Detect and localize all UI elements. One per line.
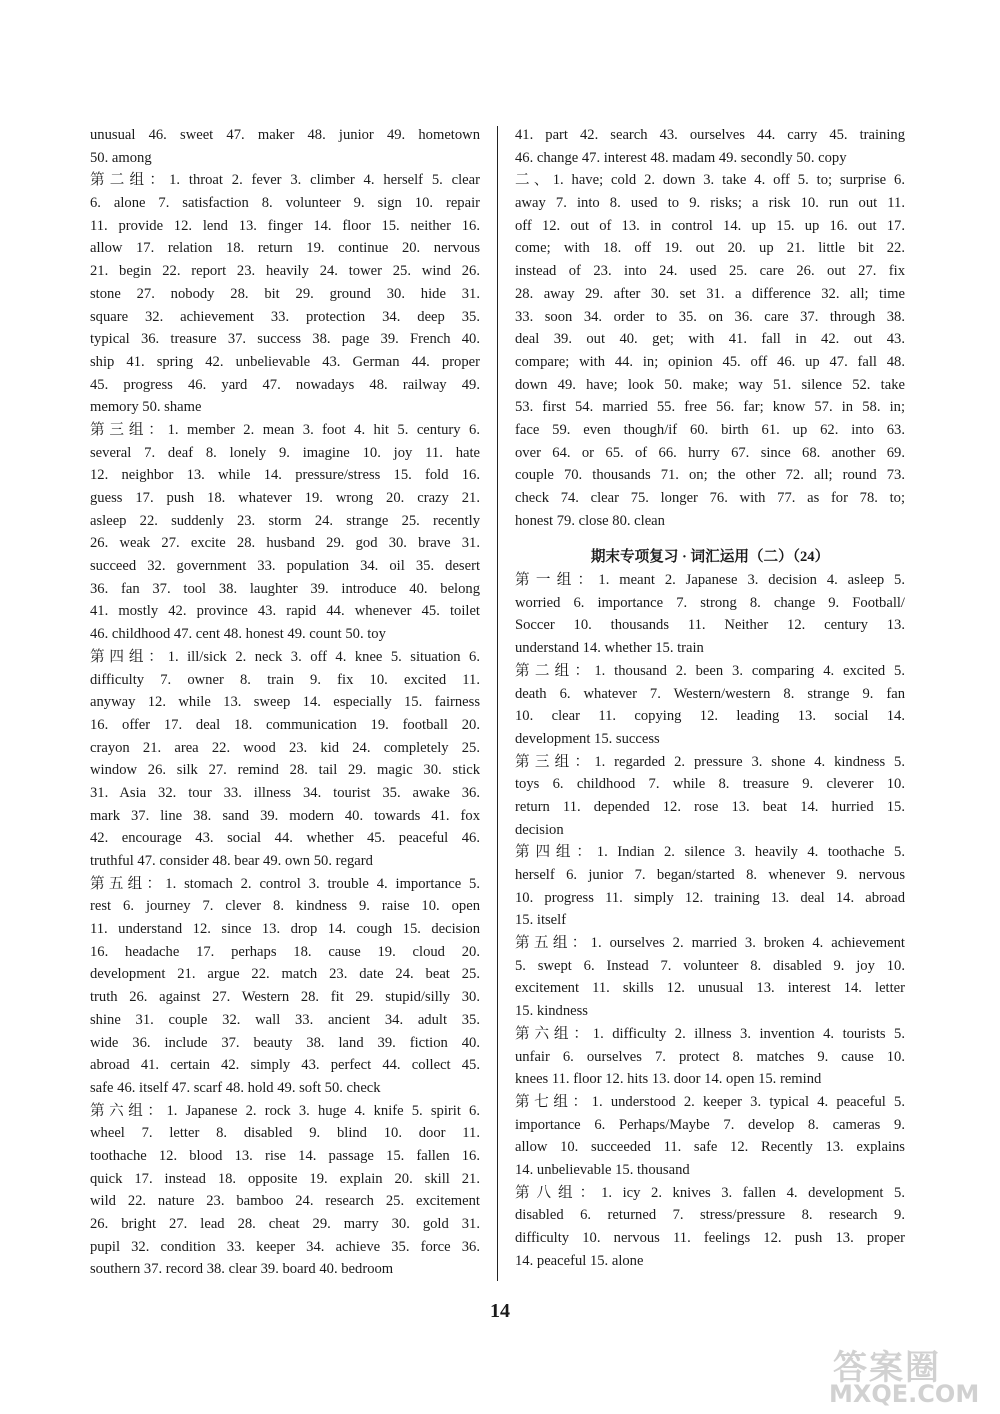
answer-line: instead of 23. into 24. used 25. care 26. out 27. fix — [515, 263, 905, 280]
right-column-bottom-answers — [515, 569, 905, 1272]
answer-line: 第二组：1. thousand 2. been 3. comparing 4. excited 5. — [515, 662, 905, 679]
answer-line: death 6. whatever 7. Western/western 8. strange 9. fan — [515, 685, 905, 702]
answer-line: stone 27. nobody 28. bit 29. ground 30. hide 31. — [90, 285, 480, 302]
answer-line: 46. change 47. interest 48. madam 49. secondly 50. copy — [515, 149, 847, 166]
answer-line: mark 37. line 38. sand 39. modern 40. towards 41. fox — [90, 807, 480, 824]
answer-line: unfair 6. ourselves 7. protect 8. matches 9. cause 10. — [515, 1048, 905, 1065]
answer-line: safe 46. itself 47. scarf 48. hold 49. soft 50. check — [90, 1079, 381, 1096]
answer-line: Soccer 10. thousands 11. Neither 12. century 13. — [515, 617, 905, 634]
answer-line: 26. bright 27. lead 28. cheat 29. marry 30. gold 31. — [90, 1216, 480, 1232]
answer-line: 15. itself — [515, 912, 567, 929]
answer-line: knees 11. floor 12. hits 13. door 14. open 15. remind — [515, 1071, 822, 1088]
answer-line: 41. mostly 42. province 43. rapid 44. whenever 45. toilet — [90, 603, 480, 620]
answer-line: ship 41. spring 42. unbelievable 43. German 44. proper — [90, 353, 480, 370]
answer-line: 第三组：1. member 2. mean 3. foot 4. hit 5. century 6. — [90, 421, 480, 438]
answer-line: 11. provide 12. lend 13. finger 14. floor 15. neither 16. — [90, 217, 480, 234]
answer-line: rest 6. journey 7. clever 8. kindness 9. raise 10. open — [90, 898, 480, 915]
answer-line: worried 6. importance 7. strong 8. change 9. Football/ — [515, 594, 905, 611]
answer-line: 16. headache 17. perhaps 18. cause 19. cloud 20. — [90, 943, 480, 960]
answer-line: shine 31. couple 32. wall 33. ancient 34. adult 35. — [90, 1011, 480, 1028]
section-title: 期末专项复习 · 词汇运用（二）（24） — [590, 549, 830, 566]
answer-line: 第四组：1. Indian 2. silence 3. heavily 4. toothache 5. — [515, 844, 905, 861]
answer-line: excitement 11. skills 12. unusual 13. interest 14. letter — [515, 980, 905, 997]
answer-line: succeed 32. government 33. population 34. oil 35. desert — [90, 558, 480, 575]
answer-line: square 32. achievement 33. protection 34. deep 35. — [90, 308, 480, 325]
answer-line: 50. among — [90, 149, 152, 166]
answer-line: truthful 47. consider 48. bear 49. own 50. regard — [90, 853, 373, 869]
answer-line: window 26. silk 27. remind 28. tail 29. magic 30. stick — [90, 762, 480, 779]
answer-line: 16. offer 17. deal 18. communication 19. football 20. — [90, 716, 480, 733]
answer-line: 第三组：1. regarded 2. pressure 3. shone 4. kindness 5. — [515, 753, 905, 770]
answer-line: 21. begin 22. report 23. heavily 24. tower 25. wind 26. — [90, 263, 480, 280]
answer-line: 5. swept 6. Instead 7. volunteer 8. disabled 9. joy 10. — [515, 957, 905, 974]
answer-line: deal 39. out 40. get; with 41. fall in 42. out 43. — [515, 331, 905, 348]
watermark-bottom-text: MXQE.COM — [829, 1380, 980, 1408]
answer-line: decision — [515, 821, 564, 838]
answer-line: 14. peaceful 15. alone — [515, 1252, 644, 1269]
answer-line: 第五组：1. stomach 2. control 3. trouble 4. importance 5. — [90, 875, 480, 892]
answer-line: face 59. even though/if 60. birth 61. up 62. into 63. — [515, 421, 905, 438]
right-column — [515, 124, 905, 1272]
answer-line: allow 17. relation 18. return 19. continue 20. nervous — [90, 240, 480, 257]
answer-line: come; with 18. off 19. out 20. up 21. little bit 22. — [515, 240, 905, 257]
answer-line: 28. away 29. after 30. set 31. a difference 32. all; time — [515, 285, 905, 302]
watermark-top-text: 答案圈 — [833, 1348, 941, 1388]
answer-line: truth 26. against 27. Western 28. fit 29. stupid/silly 30. — [90, 989, 480, 1006]
answer-line: 第五组：1. ourselves 2. married 3. broken 4. achievement — [515, 935, 905, 952]
answer-line: down 49. have; look 50. make; way 51. silence 52. take — [515, 376, 905, 393]
answer-line: 第六组：1. difficulty 2. illness 3. invention 4. tourists 5. — [515, 1025, 905, 1042]
answer-line: check 74. clear 75. longer 76. with 77. as for 78. to; — [515, 490, 905, 506]
answer-line: 41. part 42. search 43. ourselves 44. carry 45. training — [515, 127, 905, 143]
page-number: 14 — [490, 1300, 510, 1322]
answer-line: development 15. success — [515, 730, 660, 747]
answer-line: quick 17. instead 18. opposite 19. explain 20. skill 21. — [90, 1170, 480, 1187]
watermark-logo — [819, 1340, 994, 1410]
column-divider — [497, 126, 498, 1281]
answer-line: herself 6. junior 7. began/started 8. whenever 9. nervous — [515, 867, 905, 883]
answer-line: toothache 12. blood 13. rise 14. passage 15. fallen 16. — [90, 1147, 480, 1164]
answer-line: wild 22. nature 23. bamboo 24. research 25. excitement — [90, 1193, 480, 1210]
answer-line: honest 79. close 80. clean — [515, 512, 665, 529]
answer-line: disabled 6. returned 7. stress/pressure 8. research 9. — [515, 1207, 905, 1224]
answer-line: compare; with 44. in; opinion 45. off 46. up 47. fall 48. — [515, 353, 905, 370]
answer-line: several 7. deaf 8. lonely 9. imagine 10. joy 11. hate — [90, 444, 480, 461]
answer-line: wheel 7. letter 8. disabled 9. blind 10. door 11. — [90, 1125, 480, 1142]
answer-line: 10. clear 11. copying 12. leading 13. social 14. — [515, 708, 905, 725]
answer-line: difficulty 7. owner 8. train 9. fix 10. excited 11. — [90, 671, 480, 688]
answer-line: 12. neighbor 13. while 14. pressure/stress 15. fold 16. — [90, 467, 480, 484]
answer-line: 二、1. have; cold 2. down 3. take 4. off 5. to; surprise 6. — [515, 172, 905, 189]
answer-line: off 12. out of 13. in control 14. up 15. up 16. out 17. — [515, 217, 905, 234]
left-column — [90, 124, 480, 1281]
answer-line: allow 10. succeeded 11. safe 12. Recently 13. explains — [515, 1139, 905, 1156]
answer-line: 36. fan 37. tool 38. laughter 39. introduce 40. belong — [90, 580, 480, 597]
answer-line: 31. Asia 32. tour 33. illness 34. tourist 35. awake 36. — [90, 784, 480, 801]
answer-line: 26. weak 27. excite 28. husband 29. god 30. brave 31. — [90, 535, 480, 552]
answer-line: 45. progress 46. yard 47. nowadays 48. railway 49. — [90, 376, 480, 393]
answer-line: 46. childhood 47. cent 48. honest 49. count 50. toy — [90, 626, 386, 643]
answer-line: southern 37. record 38. clear 39. board 40. bedroom — [90, 1261, 394, 1278]
answer-line: couple 70. thousands 71. on; the other 72. all; round 73. — [515, 467, 905, 484]
answer-line: pupil 32. condition 33. keeper 34. achieve 35. force 36. — [90, 1238, 480, 1255]
answer-line: 53. first 54. married 55. free 56. far; know 57. in 58. in; — [515, 399, 905, 416]
answer-line: 10. progress 11. simply 12. training 13. deal 14. abroad — [515, 889, 905, 906]
answer-line: 6. alone 7. satisfaction 8. volunteer 9. sign 10. repair — [90, 195, 480, 212]
answer-line: 第七组：1. understood 2. keeper 3. typical 4. peaceful 5. — [515, 1093, 905, 1110]
answer-line: 15. kindness — [515, 1003, 588, 1020]
answer-line: importance 6. Perhaps/Maybe 7. develop 8. cameras 9. — [515, 1116, 905, 1133]
answer-line: asleep 22. suddenly 23. storm 24. strange 25. recently — [90, 512, 480, 529]
answer-line: 第二组：1. throat 2. fever 3. climber 4. herself 5. clear — [90, 172, 480, 189]
answer-line: difficulty 10. nervous 11. feelings 12. push 13. proper — [515, 1230, 905, 1246]
answer-line: 11. understand 12. since 13. drop 14. cough 15. decision — [90, 921, 480, 938]
answer-line: crayon 21. area 22. wood 23. kid 24. completely 25. — [90, 739, 480, 756]
answer-line: 14. unbelievable 15. thousand — [515, 1161, 690, 1178]
right-column-top-answers — [515, 124, 905, 532]
answer-line: abroad 41. certain 42. simply 43. perfect 44. collect 45. — [90, 1057, 480, 1074]
answer-line: unusual 46. sweet 47. maker 48. junior 49. hometown — [90, 127, 480, 143]
answer-line: away 7. into 8. used to 9. risks; a risk 10. run out 11. — [515, 195, 905, 212]
answer-line: 第四组：1. ill/sick 2. neck 3. off 4. knee 5. situation 6. — [90, 648, 480, 665]
answer-line: anyway 12. while 13. sweep 14. especially 15. fairness — [90, 694, 480, 711]
answer-line: 42. encourage 43. social 44. whether 45. peaceful 46. — [90, 830, 480, 847]
answer-line: wide 36. include 37. beauty 38. land 39. fiction 40. — [90, 1034, 480, 1051]
answer-line: memory 50. shame — [90, 399, 202, 416]
answer-line: development 21. argue 22. match 23. date 24. beat 25. — [90, 966, 480, 983]
answer-line: understand 14. whether 15. train — [515, 640, 704, 657]
answer-line: 第一组：1. meant 2. Japanese 3. decision 4. asleep 5. — [515, 572, 905, 589]
answer-line: toys 6. childhood 7. while 8. treasure 9. cleverer 10. — [515, 776, 905, 793]
answer-line: typical 36. treasure 37. success 38. page 39. French 40. — [90, 331, 480, 348]
answer-line: guess 17. push 18. whatever 19. wrong 20. crazy 21. — [90, 490, 480, 506]
answer-line: 第六组：1. Japanese 2. rock 3. huge 4. knife 5. spirit 6. — [90, 1102, 480, 1119]
answer-line: 第八组：1. icy 2. knives 3. fallen 4. development 5. — [515, 1184, 905, 1201]
answer-line: return 11. depended 12. rose 13. beat 14. hurried 15. — [515, 798, 905, 815]
answer-line: 33. soon 34. order to 35. on 36. care 37. through 38. — [515, 308, 905, 325]
answer-line: over 64. or 65. of 66. hurry 67. since 68. another 69. — [515, 444, 905, 461]
